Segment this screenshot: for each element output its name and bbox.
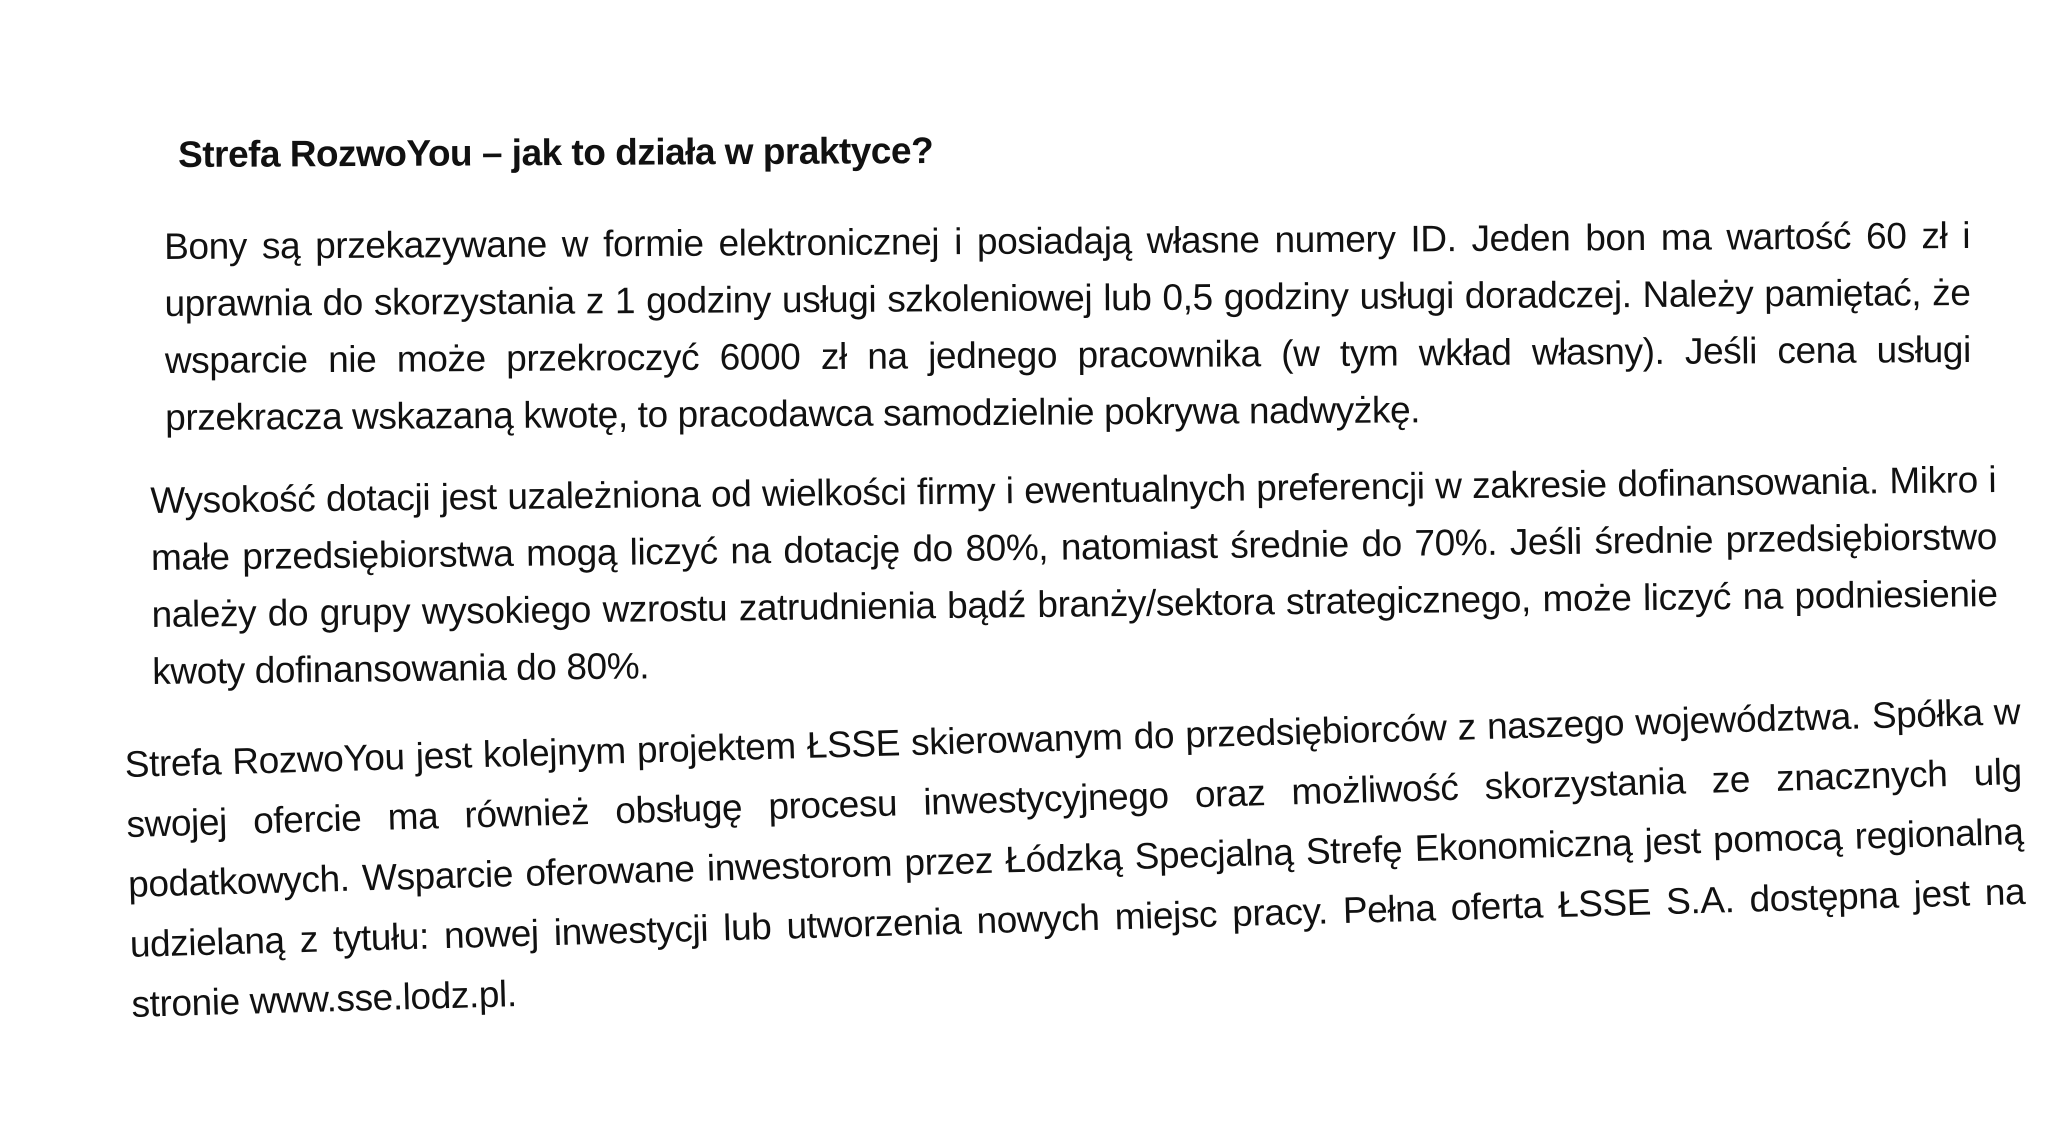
page-title: Strefa RozwoYou – jak to działa w praktyce? xyxy=(178,130,934,175)
paragraph-vouchers: Bony są przekazywane w formie elektronicznej i posiadają własne numery ID. Jeden bon ma wartość 60 zł i uprawnia do skorzystania z 1 godziny usługi szkoleniowej lub 0,5 godziny usługi doradczej. Należy pamiętać, że wsparcie nie może przekroczyć 6000 zł na jednego pracownika (w tym wkład własny). Jeśli cena usługi przekracza wskazaną kwotę, to pracodawca samodzielnie pokrywa nadwyżkę. xyxy=(164,214,1971,438)
paragraph-lsse-offer: Strefa RozwoYou jest kolejnym projektem ŁSSE skierowanym do przedsiębiorców z naszego województwa. Spółka w swojej ofercie ma również obsługę procesu inwestycyjnego oraz możliwość skorzystania ze znacznych ulg podatkowych. Wsparcie oferowane inwestorom przez Łódzką Specjalną Strefę Ekonomiczną jest pomocą regionalną udzielaną z tytułu: nowej inwestycji lub utworzenia nowych miejsc pracy. Pełna oferta ŁSSE S.A. dostępna jest na stronie www.sse.lodz.pl. xyxy=(124,691,2026,1025)
paragraph-subsidy-levels: Wysokość dotacji jest uzależniona od wielkości firmy i ewentualnych preferencji w zakresie dofinansowania. Mikro i małe przedsiębiorstwa mogą liczyć na dotację do 80%, natomiast średnie do 70%. Jeśli średnie przedsiębiorstwo należy do grupy wysokiego wzrostu zatrudnienia bądź branży/sektora strategicznego, może liczyć na podniesienie kwoty dofinansowania do 80%. xyxy=(150,459,1998,692)
